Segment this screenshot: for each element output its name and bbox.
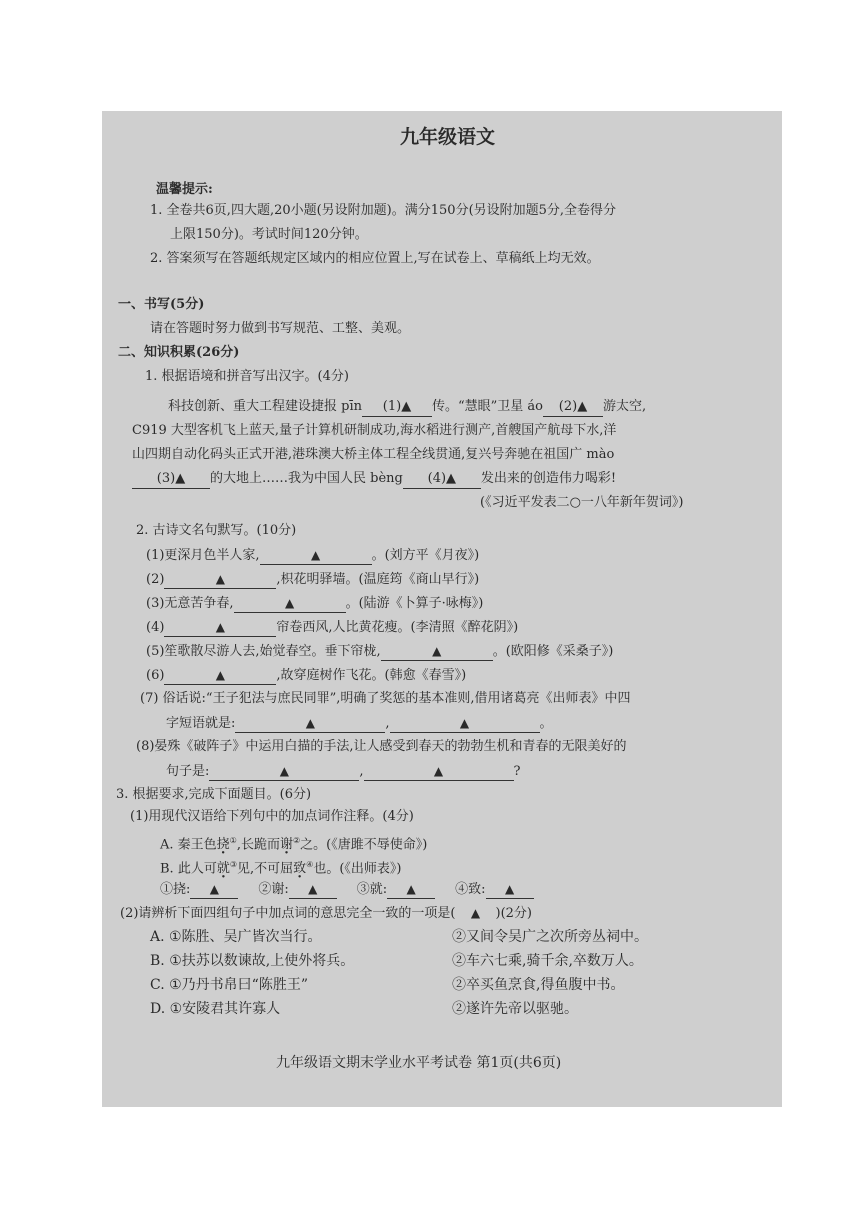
q3-part-1: (1)用现代汉语给下列句中的加点词作注释。(4分) [130, 809, 414, 824]
option-d-2: ②遂许先帝以驱驰。 [452, 1001, 578, 1017]
q2-blank-5[interactable]: ▲ [381, 642, 493, 661]
page-title: 九年级语文 [400, 126, 496, 148]
q2-blank-8b[interactable]: ▲ [364, 762, 514, 781]
q3-notes-row: ①挠: ▲ ②谢: ▲ ③就: ▲ ④致: ▲ [160, 880, 534, 899]
option-a-1: A. ①陈胜、吴广皆次当行。 [150, 929, 322, 945]
q1-line-1: 科技创新、重大工程建设捷报 pīn (1)▲ 传。“慧眼”卫星 áo (2)▲ 游太空, [168, 398, 646, 417]
tips-heading: 温馨提示: [156, 182, 213, 197]
q2-item-4: (4) ▲ 帘卷西风,人比黄花瘦。(李清照《醉花阴》) [146, 620, 519, 635]
option-b-1: B. ①扶苏以数谏故,上使外将兵。 [150, 953, 355, 969]
q2-item-3: (3)无意苦争春, ▲ 。(陆游《卜算子·咏梅》) [146, 596, 484, 611]
q1-line-2: C919 大型客机飞上蓝天,量子计算机研制成功,海水稻进行测产,首艘国产航母下水,洋 [132, 423, 617, 438]
option-c-1: C. ①乃丹书帛曰“陈胜王” [150, 977, 308, 993]
section-1-text: 请在答题时努力做到书写规范、工整、美观。 [150, 321, 411, 336]
option-b-2: ②车六七乘,骑千余,卒数万人。 [452, 953, 643, 969]
page-footer: 九年级语文期末学业水平考试卷 第1页(共6页) [276, 1055, 562, 1071]
q3-sentence-b: B. 此人可就③见,不可屈致④也。(《出师表》) [160, 860, 402, 877]
section-2-heading: 二、知识积累(26分) [118, 345, 240, 360]
q2-item-8: (8)晏殊《破阵子》中运用白描的手法,让人感受到春天的勃勃生机和青春的无限美好的 [136, 739, 627, 754]
q2-item-5: (5)笙歌散尽游人去,始觉春空。垂下帘栊, ▲ 。(欧阳修《采桑子》) [146, 644, 614, 659]
q2-item-2: (2) ▲ ,枳花明驿墙。(温庭筠《商山早行》) [146, 572, 480, 587]
option-c-2: ②卒买鱼烹食,得鱼腹中书。 [452, 977, 625, 993]
tip-2: 2. 答案须写在答题纸规定区域内的相应位置上,写在试卷上、草稿纸上均无效。 [150, 251, 600, 266]
q2-item-7: (7) 俗话说:“王子犯法与庶民同罪”,明确了奖惩的基本准则,借用诸葛亮《出师表》中四 [140, 691, 631, 706]
tip-1-cont: 上限150分)。考试时间120分钟。 [170, 227, 368, 242]
q1-source: (《习近平发表二○一八年新年贺词》) [480, 495, 684, 510]
q2-item-6: (6) ▲ ,故穿庭树作飞花。(韩愈《春雪》) [146, 668, 467, 683]
q3-blank-n1[interactable]: ▲ [190, 880, 238, 899]
option-d-1: D. ①安陵君其许寡人 [150, 1001, 281, 1017]
q3-blank-n4[interactable]: ▲ [486, 880, 534, 899]
option-a-2: ②又间令吴广之次所旁丛祠中。 [452, 929, 648, 945]
q3-part-2: (2)请辨析下面四组句子中加点词的意思完全一致的一项是( ▲ )(2分) [120, 906, 532, 921]
q1-line-3: 山四期自动化码头正式开港,港珠澳大桥主体工程全线贯通,复兴号奔驰在祖国广 mào [132, 447, 615, 462]
tip-1: 1. 全卷共6页,四大题,20小题(另设附加题)。满分150分(另设附加题5分,全卷得分 [150, 203, 617, 218]
q3-stem: 3. 根据要求,完成下面题目。(6分) [116, 787, 312, 802]
q1-blank-1[interactable]: (1)▲ [362, 398, 432, 417]
q2-stem: 2. 古诗文名句默写。(10分) [136, 523, 297, 538]
q2-blank-3[interactable]: ▲ [234, 594, 346, 613]
q1-line-4: (3)▲ 的大地上……我为中国人民 bèng (4)▲ 发出来的创造伟力喝彩! [132, 470, 616, 489]
q2-item-8-cont: 句子是: ▲ , ▲ ? [166, 764, 521, 779]
q1-blank-2[interactable]: (2)▲ [543, 398, 603, 417]
section-1-heading: 一、书写(5分) [118, 297, 205, 312]
q2-blank-8a[interactable]: ▲ [209, 762, 359, 781]
q2-blank-7a[interactable]: ▲ [235, 714, 385, 733]
q1-blank-3[interactable]: (3)▲ [132, 470, 210, 489]
q2-blank-2[interactable]: ▲ [164, 570, 276, 589]
q1-blank-4[interactable]: (4)▲ [403, 470, 481, 489]
q1-stem: 1. 根据语境和拼音写出汉字。(4分) [145, 369, 349, 384]
q3-part-2-blank[interactable]: ▲ [470, 906, 481, 920]
q3-blank-n3[interactable]: ▲ [387, 880, 435, 899]
q2-blank-1[interactable]: ▲ [260, 546, 372, 565]
q2-blank-6[interactable]: ▲ [164, 666, 276, 685]
q2-blank-7b[interactable]: ▲ [390, 714, 540, 733]
q3-sentence-a: A. 秦王色挠①,长跪而谢②之。(《唐雎不辱使命》) [160, 836, 428, 853]
q2-blank-4[interactable]: ▲ [164, 618, 276, 637]
q3-blank-n2[interactable]: ▲ [289, 880, 337, 899]
q2-item-1: (1)更深月色半人家, ▲ 。(刘方平《月夜》) [146, 548, 480, 563]
q2-item-7-cont: 字短语就是: ▲ , ▲ 。 [166, 716, 553, 731]
